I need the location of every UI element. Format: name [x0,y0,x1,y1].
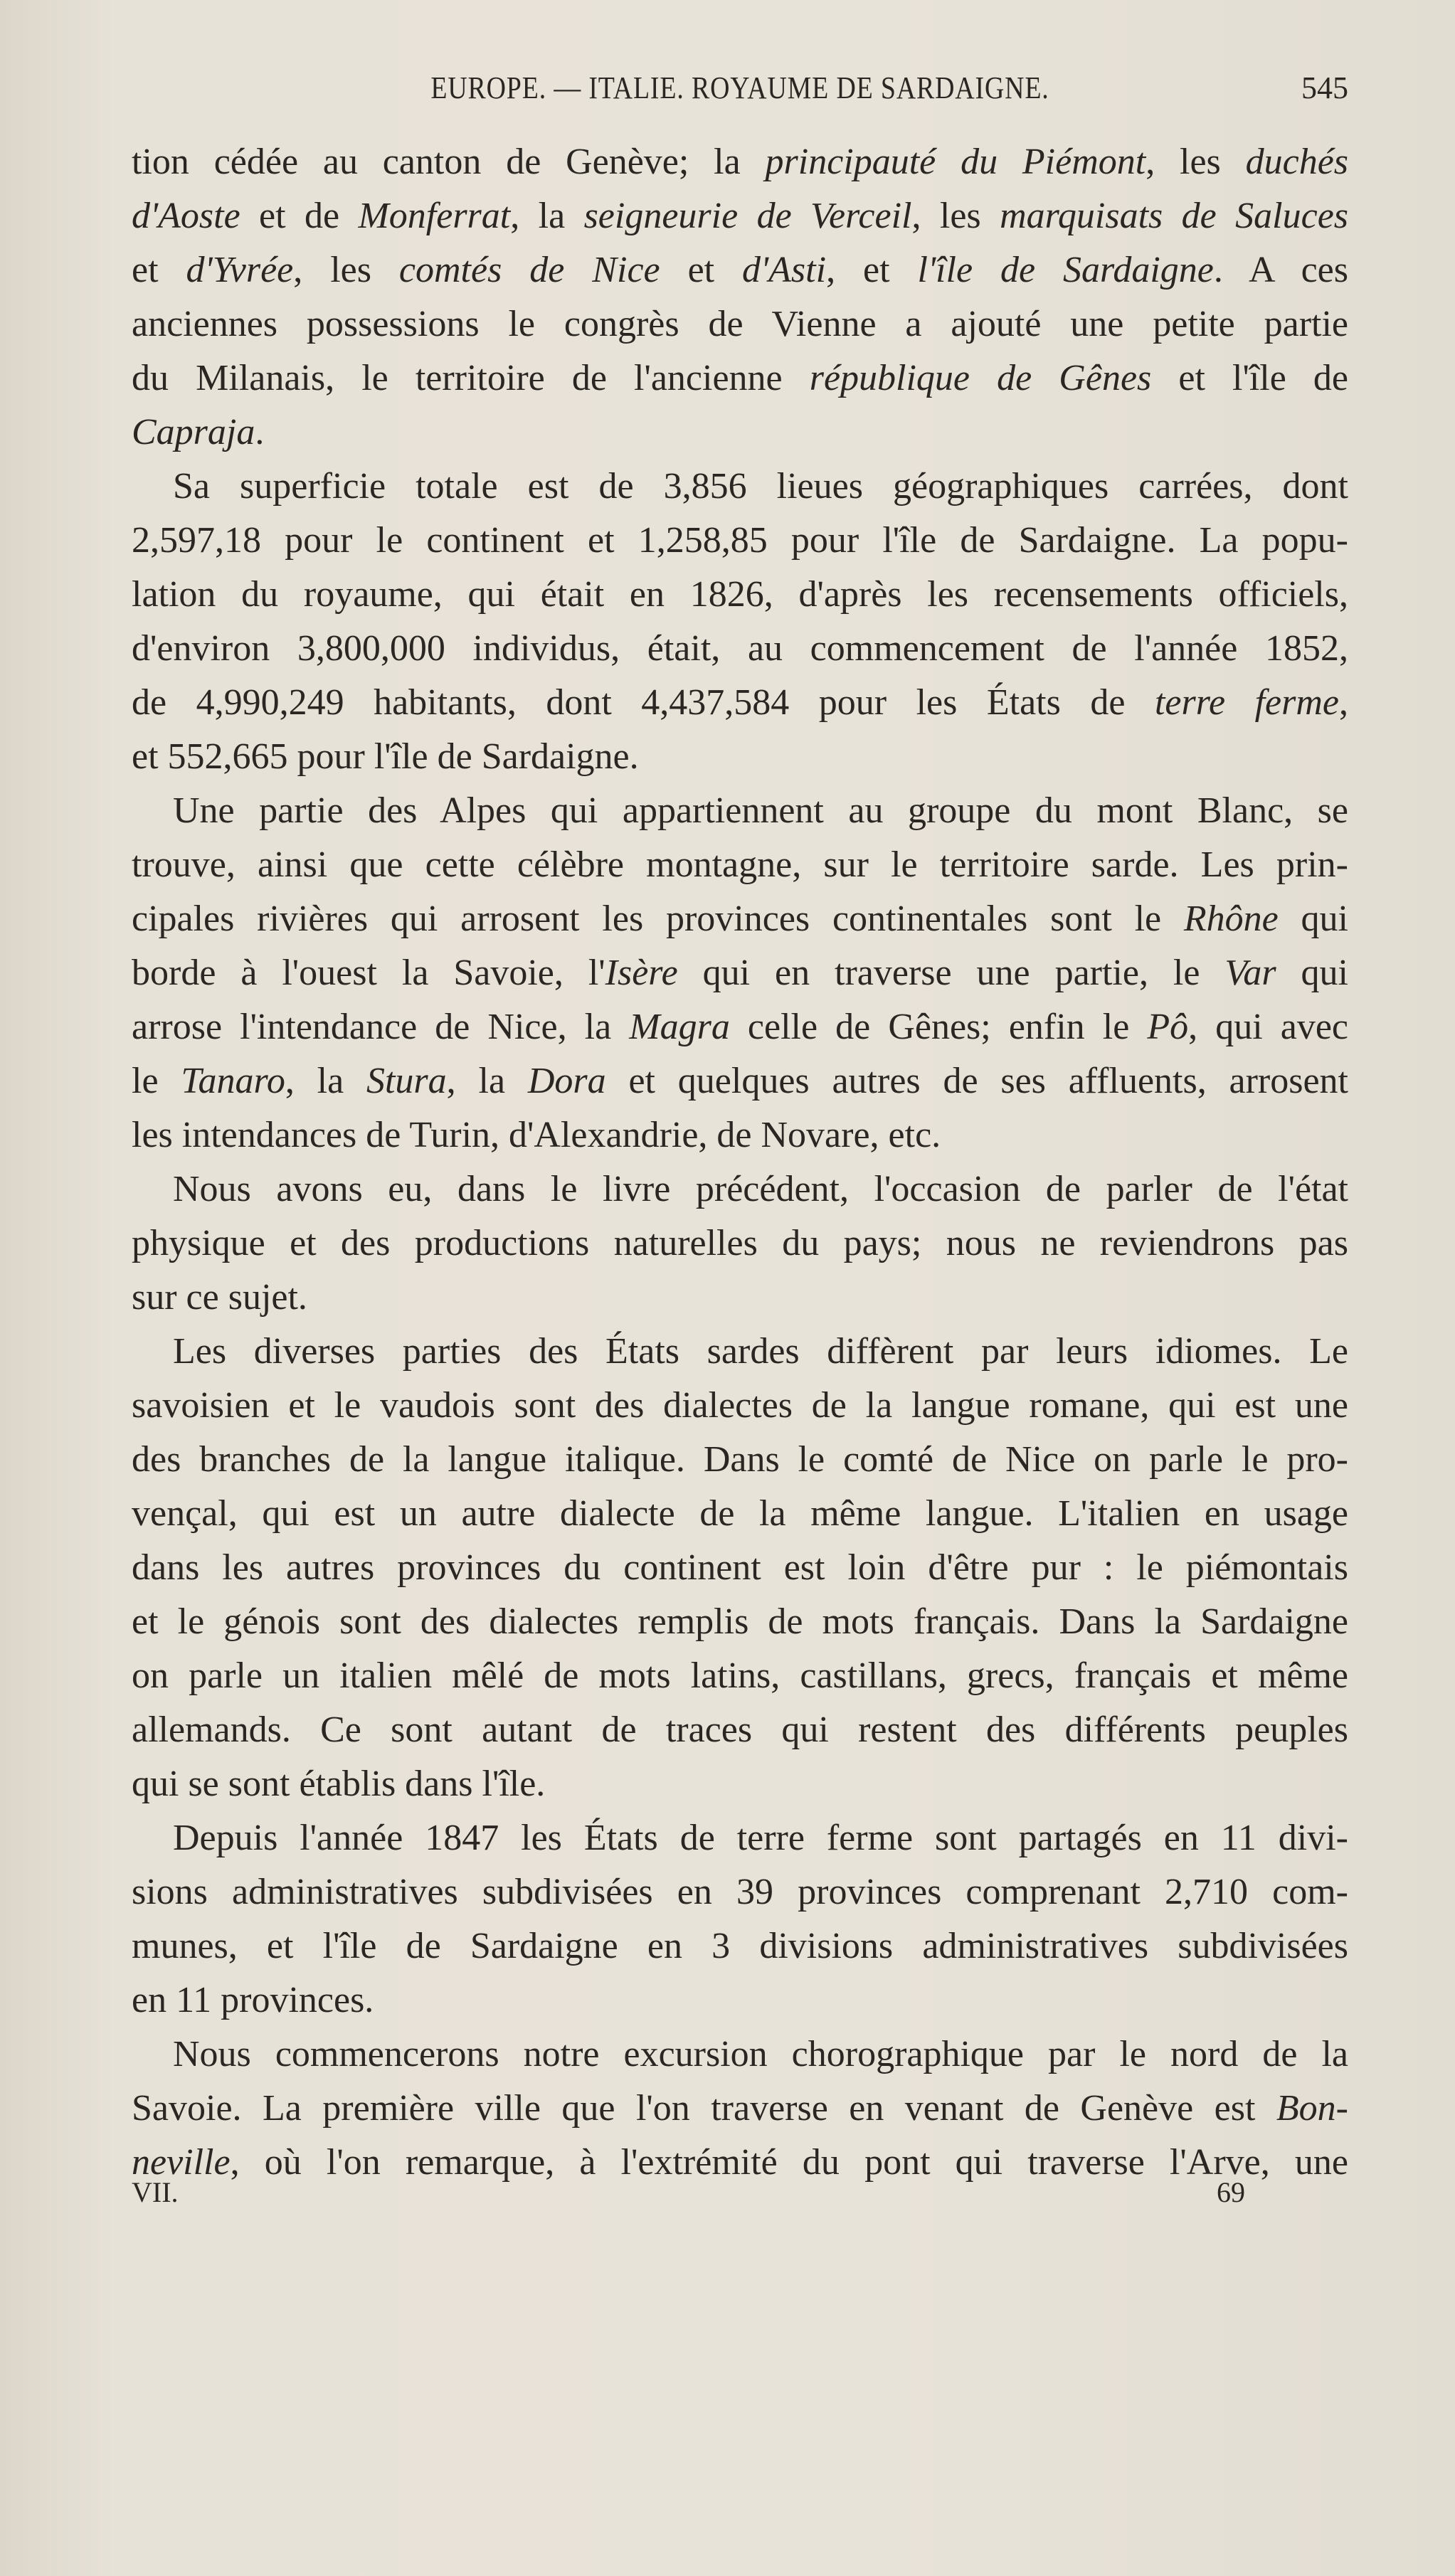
text-line [132,351,1348,406]
text-line [132,1000,1348,1054]
italic-term: d'Aoste [132,196,240,236]
text-run: et quelques autres de ses affluents, arrosent [605,1061,1349,1101]
text-line [132,1811,1348,1865]
text-line [132,1595,1348,1649]
text-run: qui [1276,953,1349,993]
text-run: qui en traverse une partie, le [677,953,1225,993]
text-run: cipales rivières qui arrosent les provinces continentales sont le [132,899,1184,939]
text-run: sur ce sujet. [132,1277,307,1318]
text-run: sions administratives subdivisées en 39 provinces comprenant 2,710 com- [132,1872,1348,1912]
italic-term: Tanaro [181,1061,285,1101]
text-run: et de [240,196,359,236]
text-line [132,2028,1348,2082]
italic-term: Stura [366,1061,447,1101]
text-run: Sa superficie totale est de 3,856 lieues géographiques carrées, dont [173,466,1348,507]
text-run: borde à l'ouest la Savoie, l' [132,953,605,993]
sheet-number: 69 [1217,2176,1245,2208]
text-line [132,1703,1348,1757]
text-line [132,2082,1348,2136]
italic-term: d'Asti [742,250,827,290]
text-line [132,1271,1348,1325]
text-line [132,1379,1348,1433]
text-run: , les [1146,142,1246,182]
text-run: , [1339,682,1349,723]
text-run: arrose l'intendance de Nice, la [132,1007,630,1047]
text-run: on parle un italien mêlé de mots latins, castillans, grecs, français et même [132,1655,1348,1696]
text-run: Une partie des Alpes qui appartiennent au groupe du mont Blanc, se [173,790,1348,831]
signature-mark: VII. [132,2176,179,2208]
text-line [132,1433,1348,1487]
text-run: et [132,250,186,290]
text-run: qui se sont établis dans l'île. [132,1764,546,1804]
text-line [132,1865,1348,1919]
text-run: trouve, ainsi que cette célèbre montagne, sur le territoire sarde. Les prin- [132,844,1348,885]
italic-term: seigneurie de Verceil [583,196,912,236]
italic-term: république de Gênes [809,358,1152,398]
italic-term: principauté du Piémont [765,142,1146,182]
text-run: allemands. Ce sont autant de traces qui restent des différents peuples [132,1710,1348,1750]
text-line [132,135,1348,189]
text-run: lation du royaume, qui était en 1826, d'après les recensements officiels, [132,574,1348,615]
text-run: et [660,250,743,290]
text-line [132,892,1348,946]
italic-term: Isère [605,953,678,993]
text-line [132,1919,1348,1973]
text-line [132,514,1348,568]
text-run: du Milanais, le territoire de l'ancienne [132,358,810,398]
text-run: d'environ 3,800,000 individus, était, au commencement de l'année 1852, [132,628,1348,669]
text-run: Nous commencerons notre excursion chorographique par le nord de la [173,2034,1348,2074]
text-run: , qui avec [1188,1007,1349,1047]
italic-term: Bon- [1276,2088,1348,2129]
text-line [132,2136,1348,2190]
text-line [132,460,1348,514]
text-run: qui [1278,899,1348,939]
text-line [132,1649,1348,1703]
text-run: Nous avons eu, dans le livre précédent, l'occasion de parler de l'état [173,1169,1348,1209]
italic-term: Var [1224,953,1276,993]
text-line [132,1757,1348,1811]
italic-term: Rhône [1183,899,1279,939]
body-text [132,135,1348,2190]
text-run: munes, et l'île de Sardaigne en 3 divisions administratives subdivisées [132,1926,1348,1966]
page-number: 545 [1301,70,1348,105]
italic-term: Pô [1147,1007,1189,1047]
text-run: , les [911,196,1000,236]
text-line [132,1217,1348,1271]
text-line [132,406,1348,460]
text-line [132,1054,1348,1108]
text-run: , la [510,196,584,236]
text-run: vençal, qui est un autre dialecte de la même langue. L'italien en usage [132,1493,1348,1534]
text-run: et 552,665 pour l'île de Sardaigne. [132,736,639,777]
text-line [132,946,1348,1000]
text-run: en 11 provinces. [132,1980,374,2020]
text-run: physique et des productions naturelles du pays; nous ne reviendrons pas [132,1223,1348,1263]
text-run: de 4,990,249 habitants, dont 4,437,584 pour les États de [132,682,1155,723]
italic-term: Capraja [132,412,255,452]
text-line [132,297,1348,351]
text-line [132,1487,1348,1541]
italic-term: l'île de Sardaigne [917,250,1214,290]
text-run: celle de Gênes; enfin le [729,1007,1148,1047]
italic-term: Dora [527,1061,606,1101]
text-line [132,1108,1348,1162]
text-line [132,1162,1348,1217]
italic-term: d'Yvrée [186,250,294,290]
text-line [132,784,1348,838]
italic-term: duchés [1245,142,1349,182]
text-run: savoisien et le vaudois sont des dialectes de la langue romane, qui est une [132,1385,1348,1426]
text-run: , les [293,250,399,290]
text-line [132,1973,1348,2028]
text-line [132,568,1348,622]
text-line [132,243,1348,297]
italic-term: comtés de Nice [398,250,660,290]
text-run: des branches de la langue italique. Dans le comté de Nice on parle le pro- [132,1439,1348,1480]
italic-term: marquisats de Saluces [1000,196,1349,236]
text-run: , où l'on remarque, à l'extrémité du pont qui traverse l'Arve, une [230,2142,1348,2183]
text-line [132,189,1348,243]
text-run: . A ces [1213,250,1348,290]
text-line [132,676,1348,730]
running-header [132,70,1348,112]
text-run: et l'île de [1151,358,1348,398]
text-run: , et [826,250,918,290]
text-run: les intendances de Turin, d'Alexandrie, de Novare, etc. [132,1115,941,1155]
italic-term: terre ferme [1154,682,1340,723]
text-run: et le génois sont des dialectes remplis de mots français. Dans la Sardaigne [132,1601,1348,1642]
text-run: dans les autres provinces du continent est loin d'être pur : le piémontais [132,1547,1348,1588]
text-run: . [255,412,265,452]
text-run: anciennes possessions le congrès de Vienne a ajouté une petite partie [132,304,1348,344]
italic-term: Magra [629,1007,730,1047]
italic-term: neville [132,2142,231,2183]
running-title: EUROPE. — ITALIE. ROYAUME DE SARDAIGNE. [430,70,1049,105]
text-run: , la [285,1061,366,1101]
text-run: tion cédée au canton de Genève; la [132,142,766,182]
text-line [132,622,1348,676]
text-run: 2,597,18 pour le continent et 1,258,85 pour l'île de Sardaigne. La popu- [132,520,1348,561]
text-line [132,730,1348,784]
text-run: le [132,1061,181,1101]
text-line [132,1541,1348,1595]
text-line [132,838,1348,892]
text-run: Les diverses parties des États sardes diffèrent par leurs idiomes. Le [173,1331,1348,1372]
text-line [132,1325,1348,1379]
text-run: , la [446,1061,528,1101]
italic-term: Monferrat [358,196,511,236]
text-run: Savoie. La première ville que l'on traverse en venant de Genève est [132,2088,1276,2129]
text-run: Depuis l'année 1847 les États de terre ferme sont partagés en 11 divi- [173,1818,1348,1858]
